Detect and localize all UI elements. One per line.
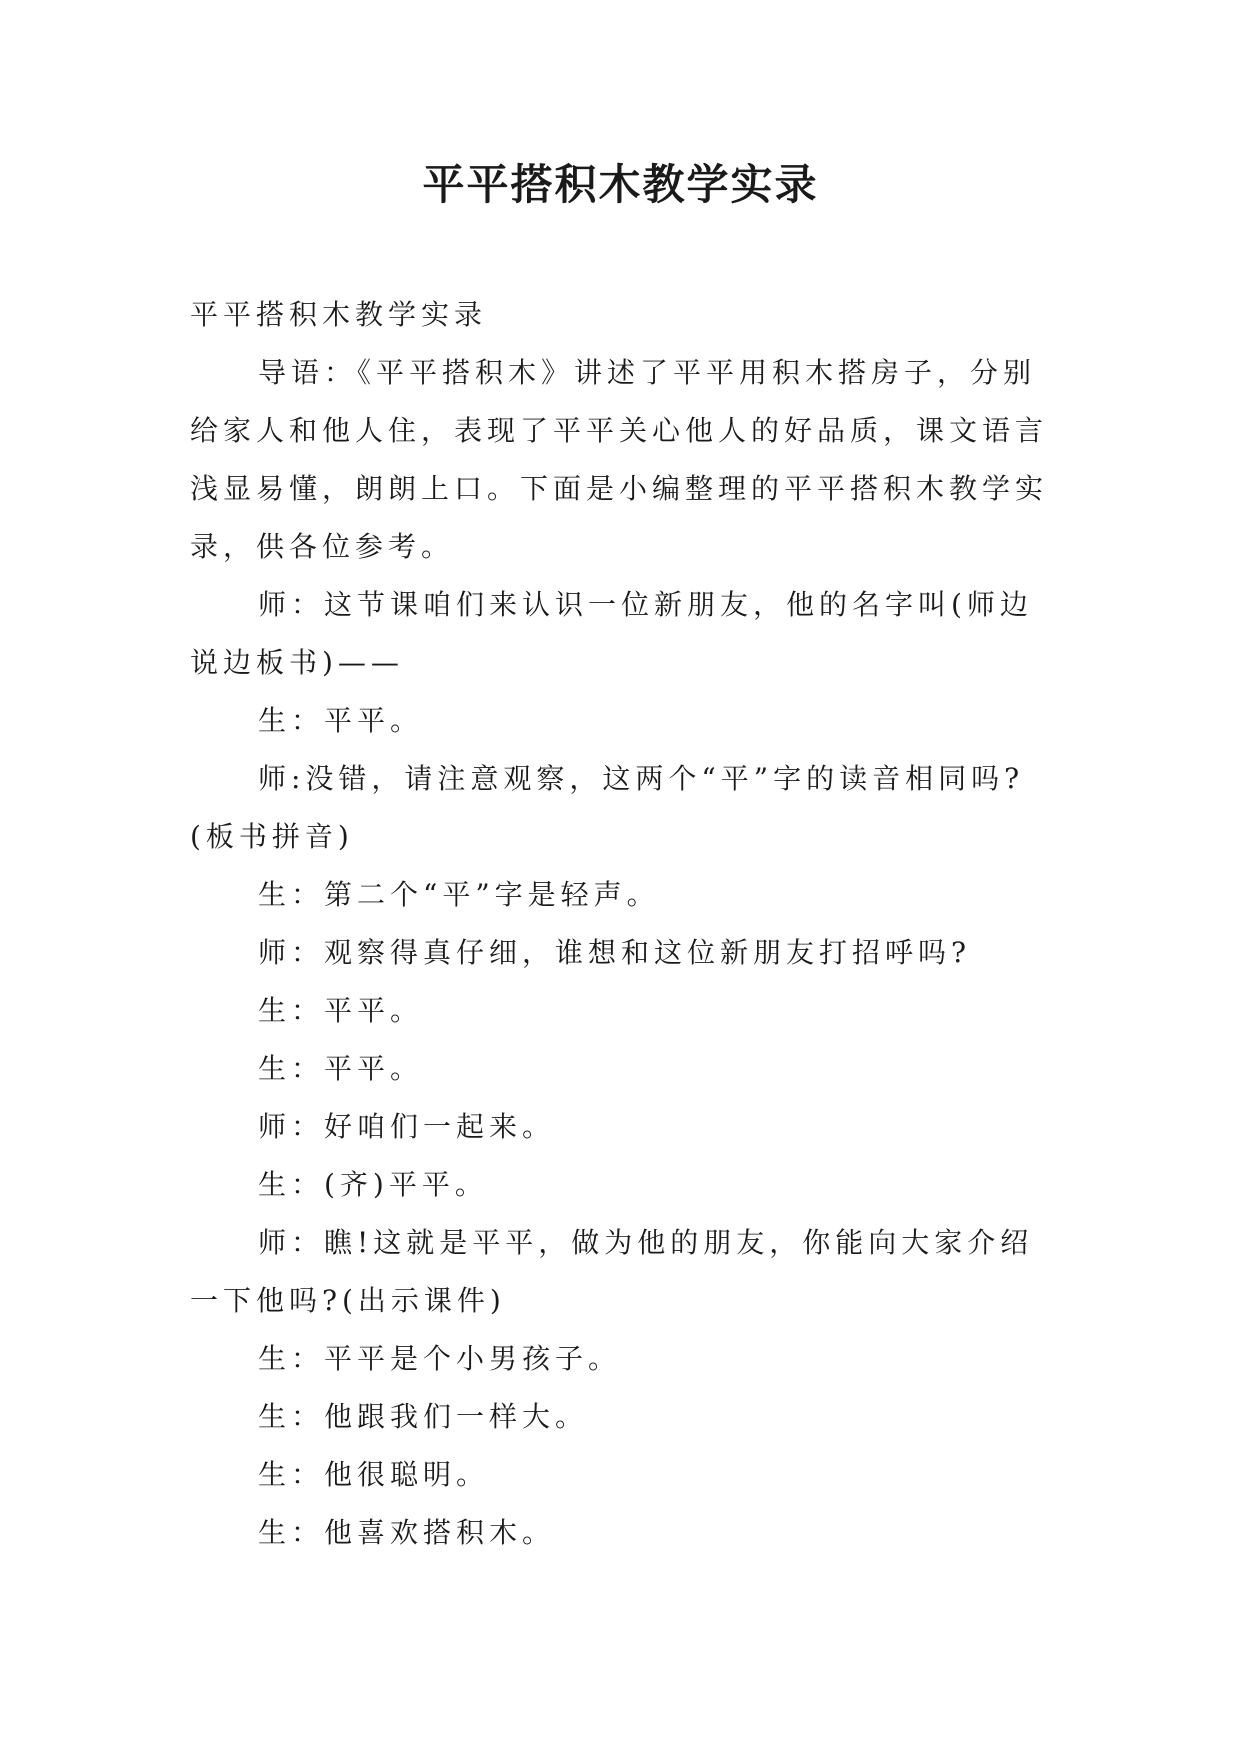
document-title: 平平搭积木教学实录: [422, 160, 819, 209]
dialogue-line: 生：第二个“平”字是轻声。: [258, 878, 660, 911]
dialogue-line: 生：平平。: [258, 994, 424, 1027]
dialogue-line: 生：他很聪明。: [258, 1458, 490, 1491]
dialogue-line: 生：他喜欢搭积木。: [258, 1516, 556, 1549]
dialogue-line: 生：平平。: [258, 1052, 424, 1085]
dialogue-line: 师：瞧!这就是平平，做为他的朋友，你能向大家介绍一下他吗?(出示课件): [190, 1226, 1034, 1317]
dialogue-line: 生：他跟我们一样大。: [258, 1400, 589, 1433]
dialogue-line: 生：平平是个小男孩子。: [258, 1342, 622, 1375]
dialogue-line: 师：这节课咱们来认识一位新朋友，他的名字叫(师边说边板书)——: [190, 588, 1033, 679]
dialogue-line: 生：(齐)平平。: [258, 1168, 488, 1201]
document-body: [190, 286, 1056, 1562]
dialogue-line: 师：观察得真仔细，谁想和这位新朋友打招呼吗?: [258, 936, 972, 969]
dialogue-line: 师：好咱们一起来。: [258, 1110, 556, 1143]
intro-paragraph: 导语：《平平搭积木》讲述了平平用积木搭房子，分别给家人和他人住，表现了平平关心他人的好品质，课文语言浅显易懂，朗朗上口。下面是小编整理的平平搭积木教学实录，供各位参考。: [190, 356, 1049, 563]
dialogue-line: 生：平平。: [258, 704, 424, 737]
dialogue-line: 师:没错，请注意观察，这两个“平”字的读音相同吗?(板书拼音): [190, 762, 1025, 853]
subtitle-line: 平平搭积木教学实录: [190, 298, 488, 331]
